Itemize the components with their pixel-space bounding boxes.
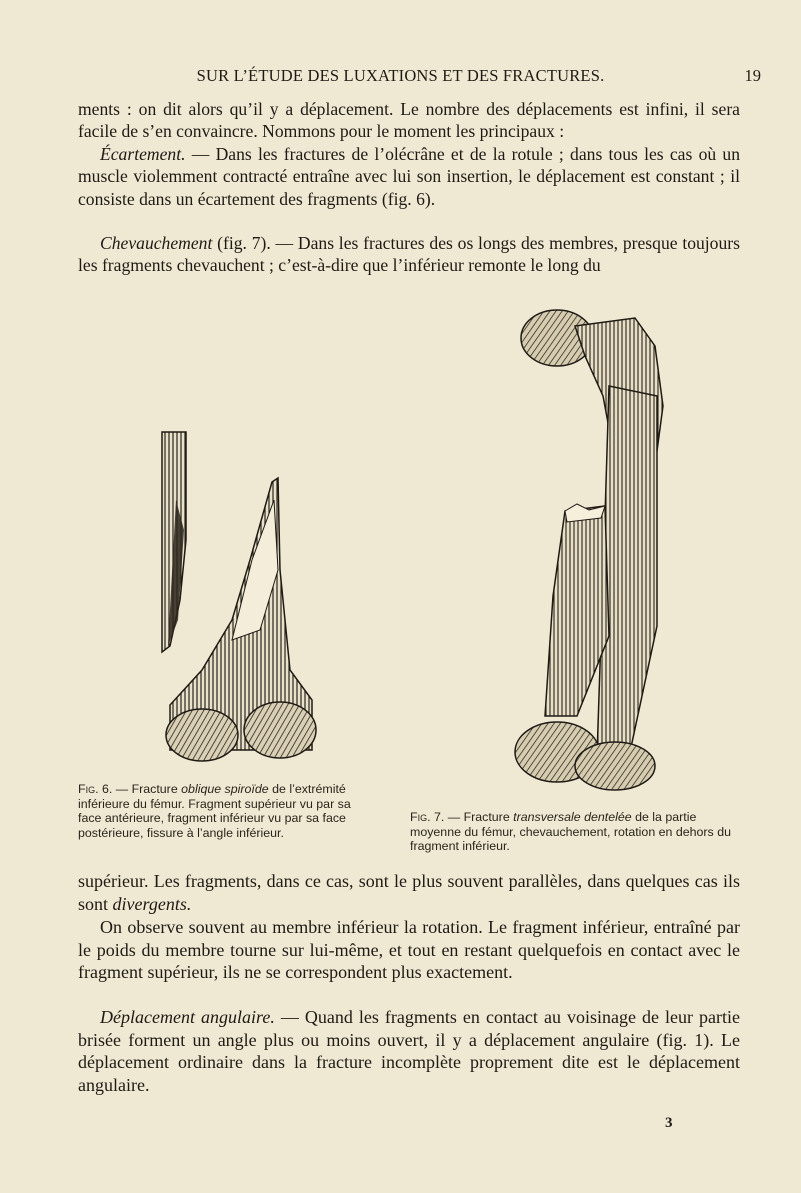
term-ecartement: Écartement. <box>100 144 186 164</box>
figure-7-caption-b: de la partie moyenne du fémur, chevauchement, rotation en dehors du fragment inférieur. <box>410 810 731 854</box>
figure-6-caption-b: de l’extrémité inférieure du fémur. Fragment supérieur vu par sa face antérieure, fragment inférieur vu par sa face postérieure, fissure à l’angle inférieur. <box>78 782 351 840</box>
page-number: 19 <box>744 66 761 85</box>
signature-mark: 3 <box>665 1115 673 1131</box>
figure-7-caption-a: — Fracture <box>444 810 514 824</box>
paragraph-ecartement-text: — Dans les fractures de l’olécrâne et de la rotule ; dans tous les cas où un muscle violemment contracté entraîne avec lui son insertion, le déplacement est constant ; il consiste dans un écartement des fragments (fig. 6). <box>78 144 740 209</box>
figure-7-caption-italic: transversale dentelée <box>513 810 632 824</box>
paragraph-chevauchement <box>78 232 740 277</box>
figure-7-caption <box>410 810 744 854</box>
paragraph-rotation-text: On observe souvent au membre inférieur la rotation. Le fragment inférieur, entraîné par le poids du membre tourne sur lui-même, et tout en restant quelquefois en contact avec le fragment supérieur, ils ne se correspondent plus exactement. <box>78 917 740 983</box>
figure-6-caption <box>78 782 376 840</box>
running-title: SUR L’ÉTUDE DES LUXATIONS ET DES FRACTURES. <box>196 66 605 85</box>
paragraph-superieur <box>78 870 740 915</box>
term-deplacement-angulaire: Déplacement angulaire. <box>100 1007 275 1027</box>
figure-6-caption-a: — Fracture <box>112 782 182 796</box>
paragraph-ecartement <box>78 143 740 210</box>
paragraph-rotation <box>78 916 740 984</box>
term-divergents: divergents. <box>112 893 192 914</box>
paragraph-angulaire-text: — Quand les fragments en contact au voisinage de leur partie brisée forment un angle plus ou moins ouvert, il y a déplacement angulaire (fig. 1). Le déplacement ordinaire dans la fracture incomplète proprement dite est le déplacement angulaire. <box>78 1007 740 1095</box>
paragraph-intro-text: ments : on dit alors qu’il y a déplacement. Le nombre des déplacements est infini, il sera facile de s’en convaincre. Nommons pour le moment les principaux : <box>78 99 740 142</box>
paragraph-angulaire <box>78 1006 740 1096</box>
figure-6-caption-italic: oblique spiroïde <box>181 782 269 796</box>
figure-6-label: Fig. 6. <box>78 782 113 796</box>
paragraph-superieur-text: supérieur. Les fragments, dans ce cas, sont le plus souvent parallèles, dans quelques cas ils sont <box>78 871 740 914</box>
figure-7-label: Fig. 7. <box>410 810 445 824</box>
paragraph-intro <box>78 98 740 143</box>
figure-7-illustration <box>505 296 680 796</box>
figure-6-illustration <box>140 420 330 780</box>
paragraph-chevauchement-text: (fig. 7). — Dans les fractures des os longs des membres, presque toujours les fragments chevauchent ; c’est-à-dire que l’inférieur remonte le long du <box>78 233 740 276</box>
term-chevauchement: Chevauchement <box>100 233 213 253</box>
running-head <box>0 66 801 90</box>
